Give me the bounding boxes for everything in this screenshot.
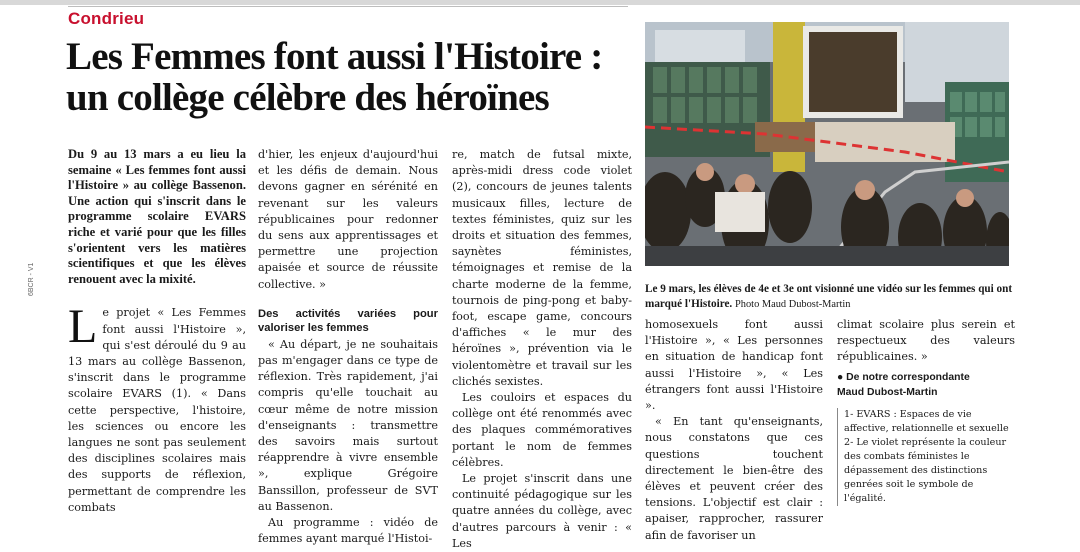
footnotes bbox=[837, 408, 1015, 506]
signoff-author: Maud Dubost-Martin bbox=[837, 386, 938, 398]
lead-paragraph: Du 9 au 13 mars a eu lieu la semaine « Les femmes font aussi l'Histoire » au collège Bassenon. Une action qui s'inscrit dans le programme scolaire EVARS riche et varié pour que les filles s'orientent vers les matières scientifiques et que les élèves renouent avec la mixité. bbox=[68, 147, 246, 286]
top-rule bbox=[68, 6, 628, 7]
body-paragraph-1-text: e projet « Les Femmes font aussi l'Histoire », qui s'est déroulé du 9 au 13 mars au collège Bassenon, s'inscrit dans le programme scolaire EVARS (1). « Dans cette perspective, l'histoire, les sciences ou encore les langues ne sont pas seulement des disciplines scolaires mais des supports de réflexion, permettant de comprendre les combats bbox=[68, 306, 246, 514]
column-3 bbox=[452, 147, 632, 552]
article-headline bbox=[66, 36, 646, 118]
body-paragraph-4: Au programme : vidéo de femmes ayant marqué l'Histoi- bbox=[258, 516, 438, 546]
classroom-photo-illustration bbox=[645, 22, 1009, 266]
photo-caption bbox=[645, 282, 1013, 312]
top-band bbox=[0, 0, 1080, 5]
headline-line-2: un collège célèbre des héroïnes bbox=[66, 76, 549, 119]
column-1 bbox=[68, 147, 246, 516]
photo-credit: Photo Maud Dubost-Martin bbox=[735, 299, 851, 311]
footnote-1: 1- EVARS : Espaces de vie affective, relationnelle et sexuelle bbox=[844, 408, 1009, 434]
body-paragraph-9: « En tant qu'enseignants, nous constatons que ces questions touchent directement le bien-être des élèves et peuvent créer des tensions. L'objectif est clair : apaiser, rapprocher, rassurer afin de favoriser un bbox=[645, 415, 823, 542]
body-paragraph-8: homosexuels font aussi l'Histoire », « Les personnes en situation de handicap font aussi l'Histoire », « Les étrangers font aussi l'Histoire ». bbox=[645, 318, 823, 413]
caption-text: Le 9 mars, les élèves de 4e et 3e ont visionné une vidéo sur les femmes qui ont marqué l'Histoire. bbox=[645, 283, 1013, 311]
body-paragraph-7: Le projet s'inscrit dans une continuité pédagogique sur les quatre années du collège, avec d'autres parcours à venir : « Les bbox=[452, 472, 632, 550]
column-5 bbox=[837, 317, 1015, 506]
body-paragraph-6: Les couloirs et espaces du collège ont été renommés avec des plaques commémoratives portant le nom de femmes célèbres. bbox=[452, 391, 632, 469]
column-4 bbox=[645, 317, 823, 544]
body-paragraph-5: re, match de futsal mixte, après-midi dress code violet (2), concours de jeunes talents musicaux filles, lecture de textes féministes, quiz sur les droits et situation des femmes, saynètes féministes, témoignages et remise de la charte moderne de la femme, tournois de ping-pong et baby-foot, escape game, concours d'affiches « le mur des héroïnes », prévention via le violentomètre et travail sur les clichés sexistes. bbox=[452, 148, 632, 388]
body-paragraph-2: d'hier, les enjeux d'aujourd'hui et les défis de demain. Nous devons gagner en sérénité en revenant sur les valeurs républicaines pour redonner du sens aux apprentissages et permettre une projection apaisée et source de réussite collective. » bbox=[258, 148, 438, 291]
drop-cap: L bbox=[68, 300, 98, 354]
article-photo bbox=[645, 22, 1009, 266]
column-2 bbox=[258, 147, 438, 547]
body-paragraph-10: climat scolaire plus serein et respectueux des valeurs républicaines. » bbox=[837, 318, 1015, 364]
page-code: 6BCR - V1 bbox=[28, 262, 35, 296]
body-paragraph-1 bbox=[68, 300, 246, 516]
body-paragraph-3: « Au départ, je ne souhaitais pas m'engager dans ce type de réflexion. Très rapidement, j'ai compris qu'elle touchait au cœur même de notre mission d'enseignants : transmettre des savoirs mais surtout réapprendre à vivre ensemble », explique Grégoire Banssillon, professeur de SVT au Bassenon. bbox=[258, 337, 438, 513]
section-rubric: Condrieu bbox=[68, 9, 145, 28]
footnote-2: 2- Le violet représente la couleur des combats féministes le dépassement des distinctions genrées soit le symbole de l'égalité. bbox=[844, 436, 1007, 504]
signoff-correspondent: ● De notre correspondante bbox=[837, 371, 970, 383]
section-subhead: Des activités variées pour valoriser les femmes bbox=[258, 307, 438, 334]
headline-line-1: Les Femmes font aussi l'Histoire : bbox=[66, 35, 603, 78]
